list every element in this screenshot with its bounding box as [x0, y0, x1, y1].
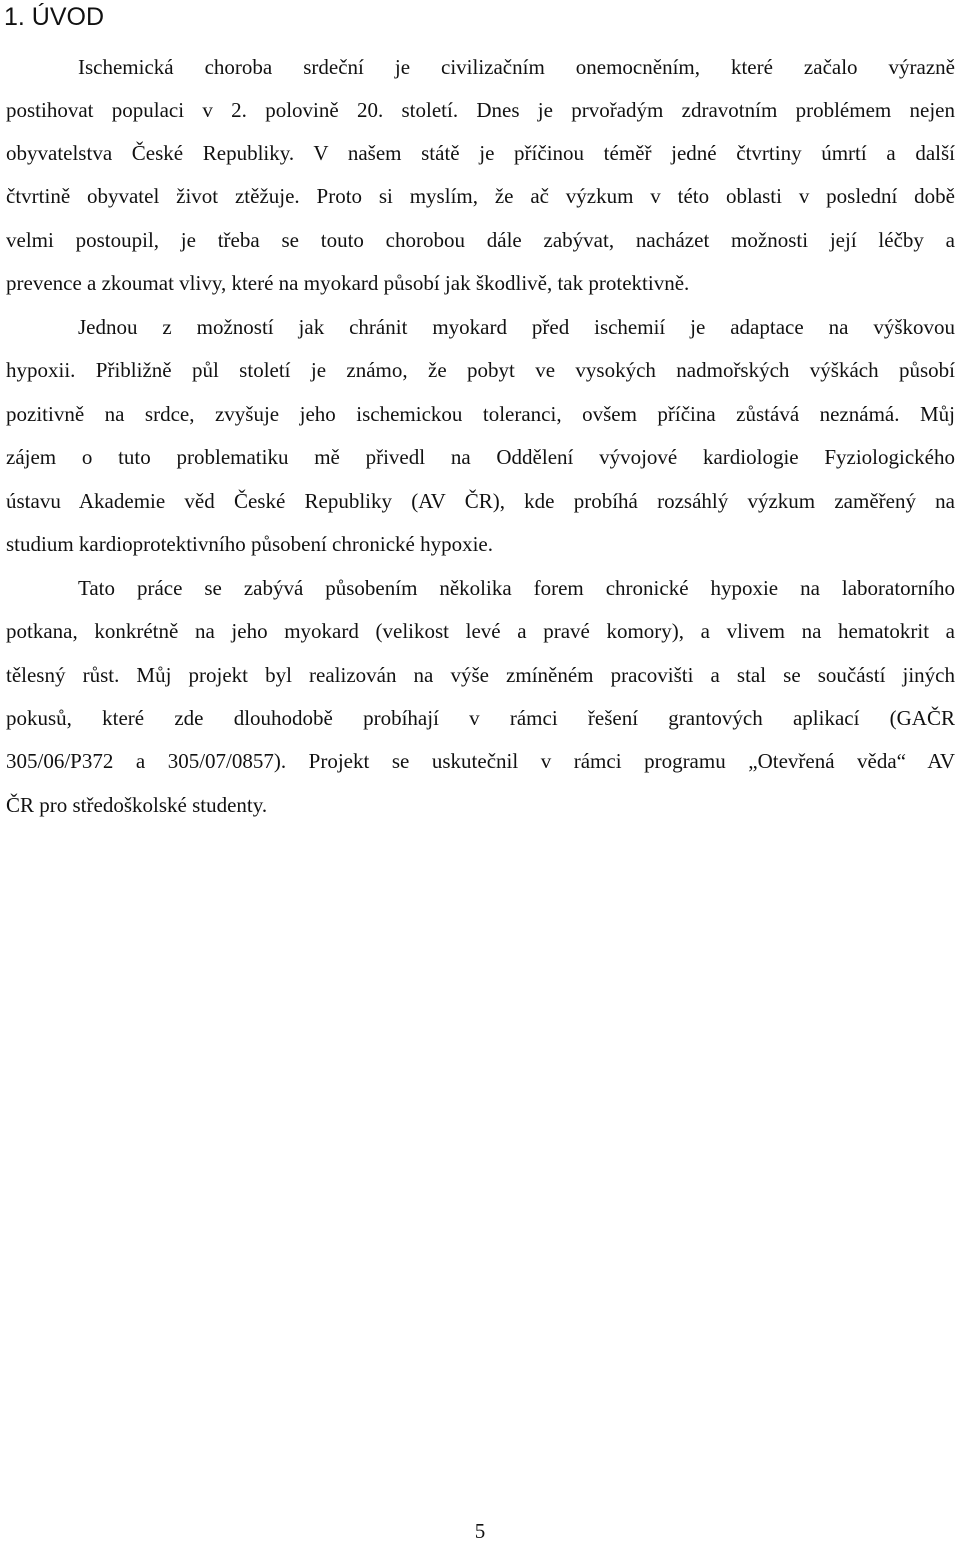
page-number: 5	[474, 1519, 486, 1543]
text-line: postihovat populaci v 2. polovině 20. století. Dnes je prvořadým zdravotním problémem nejen	[6, 98, 955, 122]
text-line: 305/06/P372 a 305/07/0857). Projekt se uskutečnil v rámci programu „Otevřená věda“ AV	[6, 749, 955, 773]
text-line: pozitivně na srdce, zvyšuje jeho ischemickou toleranci, ovšem příčina zůstává neznámá. Můj	[6, 402, 955, 426]
text-line: ČR pro středoškolské studenty.	[6, 793, 268, 817]
text-line: Ischemická choroba srdeční je civilizačním onemocněním, které začalo výrazně	[78, 55, 955, 79]
text-line: Jednou z možností jak chránit myokard před ischemií je adaptace na výškovou	[78, 315, 955, 339]
text-line: prevence a zkoumat vlivy, které na myokard působí jak škodlivě, tak protektivně.	[6, 271, 690, 295]
text-line: pokusů, které zde dlouhodobě probíhají v rámci řešení grantových aplikací (GAČR	[6, 706, 955, 730]
text-line: ústavu Akademie věd České Republiky (AV ČR), kde probíhá rozsáhlý výzkum zaměřený na	[6, 489, 955, 513]
chapter-heading: 1. ÚVOD	[4, 3, 105, 31]
text-line: tělesný růst. Můj projekt byl realizován na výše zmíněném pracovišti a stal se součástí jiných	[6, 663, 955, 687]
text-line: hypoxii. Přibližně půl století je známo, že pobyt ve vysokých nadmořských výškách působí	[6, 358, 955, 382]
text-line: obyvatelstva České Republiky. V našem státě je příčinou téměř jedné čtvrtiny úmrtí a další	[6, 141, 955, 165]
text-line: studium kardioprotektivního působení chronické hypoxie.	[6, 532, 493, 556]
text-line: velmi postoupil, je třeba se touto chorobou dále zabývat, nacházet možnosti její léčby a	[6, 228, 955, 252]
text-line: zájem o tuto problematiku mě přivedl na Oddělení vývojové kardiologie Fyziologického	[6, 445, 955, 469]
text-line: potkana, konkrétně na jeho myokard (velikost levé a pravé komory), a vlivem na hematokrit a	[6, 619, 955, 643]
text-line: Tato práce se zabývá působením několika forem chronické hypoxie na laboratorního	[78, 576, 955, 600]
text-line: čtvrtině obyvatel život ztěžuje. Proto si myslím, že ač výzkum v této oblasti v poslední době	[6, 184, 955, 208]
